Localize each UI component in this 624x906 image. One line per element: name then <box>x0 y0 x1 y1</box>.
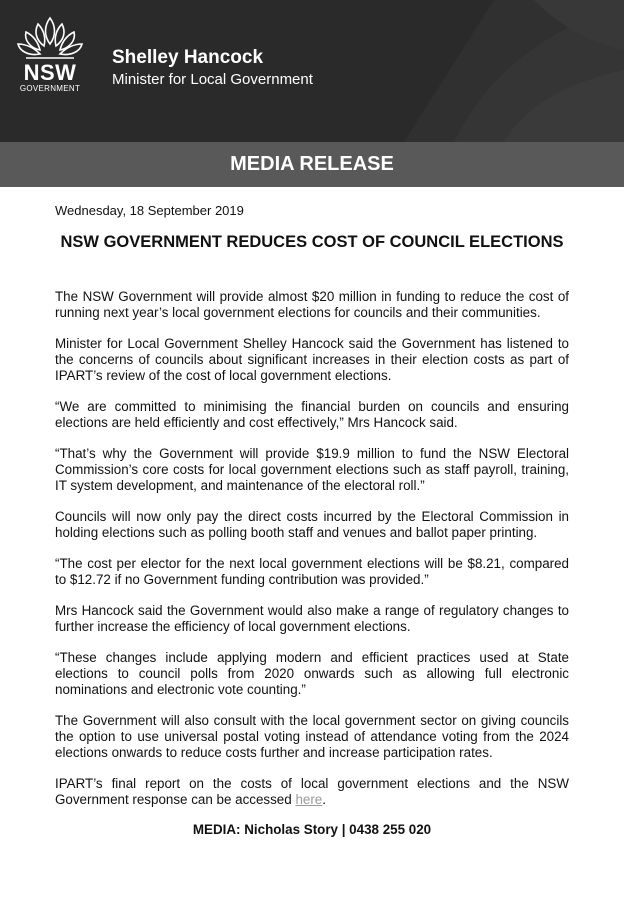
logo-government-text: GOVERNMENT <box>19 84 81 93</box>
paragraph: “We are committed to minimising the financial burden on councils and ensuring elections are held efficiently and cost effectively,” Mrs Hancock said. <box>55 399 569 430</box>
paragraph-text: IPART’s final report on the costs of local government elections and the NSW Government response can be accessed <box>55 776 569 807</box>
logo-nsw-text: NSW <box>23 60 77 85</box>
minister-name: Shelley Hancock <box>112 47 264 68</box>
page-title: NSW GOVERNMENT REDUCES COST OF COUNCIL ELECTIONS <box>60 233 564 251</box>
here-link[interactable]: here <box>295 792 323 807</box>
paragraph: The Government will also consult with the local government sector on giving councils the option to use universal postal voting instead of attendance voting from the 2024 elections onwards to reduce costs further and increase participation rates. <box>55 713 569 760</box>
paragraph: Mrs Hancock said the Government would also make a range of regulatory changes to further increase the efficiency of local government elections. <box>55 603 569 634</box>
paragraph: “That’s why the Government will provide $19.9 million to fund the NSW Electoral Commission’s core costs for local government elections such as staff payroll, training, IT system development, and maintenance of the electoral roll.” <box>55 446 569 493</box>
nsw-government-wordmark <box>12 62 88 94</box>
paragraph: “These changes include applying modern and efficient practices used at State elections to council polls from 2020 onwards such as allowing full electronic nominations and electronic vote counting.” <box>55 650 569 697</box>
decorative-shapes <box>384 0 624 142</box>
paragraph-with-link <box>55 776 569 808</box>
paragraph: Councils will now only pay the direct costs incurred by the Electoral Commission in holding elections such as polling booth staff and venues and ballot paper printing. <box>55 509 569 540</box>
paragraph-end: . <box>322 792 326 807</box>
paragraph: Minister for Local Government Shelley Hancock said the Government has listened to the concerns of councils about significant increases in their election costs as part of IPART’s review of the cost of local government elections. <box>55 336 569 383</box>
paragraph: The NSW Government will provide almost $20 million in funding to reduce the cost of running next year’s local government elections for councils and their communities. <box>55 289 569 320</box>
header-bar <box>0 0 624 142</box>
media-release-banner: MEDIA RELEASE <box>0 142 624 187</box>
release-date: Wednesday, 18 September 2019 <box>55 203 244 218</box>
article-body <box>55 289 569 823</box>
minister-title: Minister for Local Government <box>112 71 313 88</box>
media-contact: MEDIA: Nicholas Story | 0438 255 020 <box>192 822 432 837</box>
paragraph: “The cost per elector for the next local government elections will be $8.21, compared to $12.72 if no Government funding contribution was provided.” <box>55 556 569 587</box>
